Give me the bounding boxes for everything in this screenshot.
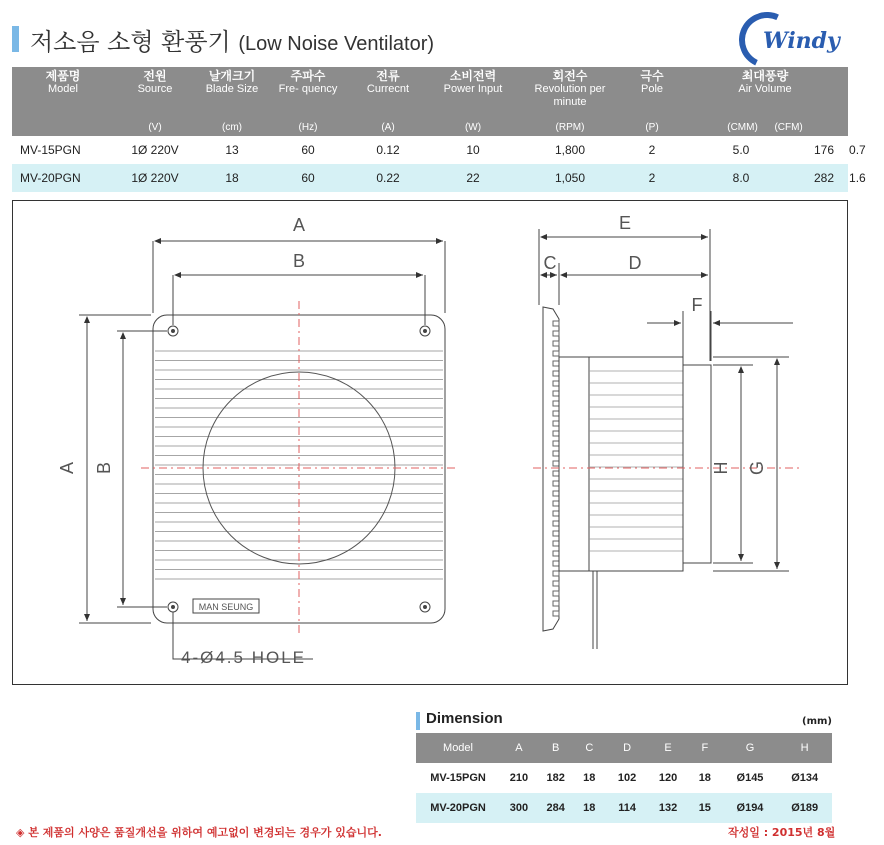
dim-label-g: G — [747, 460, 767, 476]
technical-drawing — [12, 200, 848, 685]
side-rib — [553, 351, 559, 356]
spec-header-cell — [196, 67, 268, 136]
spec-header-en: Revolution per minute — [534, 83, 606, 108]
side-rib — [553, 321, 559, 326]
spec-cell: 22 — [428, 164, 518, 192]
spec-header-cell — [348, 67, 428, 136]
spec-header-cell — [12, 67, 114, 136]
side-rib — [553, 421, 559, 426]
dimension-title: Dimension — [426, 710, 503, 727]
spec-cell: 60 — [268, 164, 348, 192]
side-rib — [553, 611, 559, 616]
spec-header-cell — [268, 67, 348, 136]
dimension-cell: 15 — [687, 793, 723, 823]
dimension-cell: 284 — [538, 793, 574, 823]
spec-header-en: Fre- quency — [278, 83, 338, 95]
dimension-cell: 18 — [574, 793, 606, 823]
hole-note: 4-Ø4.5 HOLE — [181, 648, 306, 667]
spec-cell: 1,800 — [554, 143, 586, 157]
spec-header-ko: 최대풍량 — [741, 69, 789, 83]
document-date: 작성일 : 2015년 8월 — [728, 826, 836, 839]
side-rib — [553, 601, 559, 606]
dimension-cell: Ø134 — [791, 772, 819, 784]
dimension-header-cell: F — [687, 733, 723, 763]
dimension-cell: 300 — [500, 793, 538, 823]
logo-text: Windy — [763, 28, 840, 54]
dim-label-a: A — [292, 215, 306, 235]
dimension-cell: Ø145 — [736, 772, 764, 784]
side-rib — [553, 411, 559, 416]
spec-header-unit: (V) — [148, 122, 162, 133]
spec-cell: 5.0 — [732, 143, 750, 157]
front-view — [79, 241, 459, 659]
spec-header-unit: (CMM) (CFM) — [727, 122, 803, 133]
dimension-accent-bar — [416, 712, 420, 730]
spec-cell: 0.12 — [376, 143, 400, 157]
spec-header-ko: 전류 — [376, 69, 400, 83]
spec-header-cell — [428, 67, 518, 136]
spec-header-cell — [622, 67, 682, 136]
title-korean: 저소음 소형 환풍기 — [30, 28, 231, 56]
dimension-cell: 18 — [583, 772, 596, 784]
side-rib — [553, 341, 559, 346]
spec-header-ko: 회전수 — [552, 69, 588, 83]
dimension-cell: 210 — [509, 772, 529, 784]
spec-header-en: Weight — [850, 96, 884, 108]
spec-header-unit: (cm) — [222, 122, 242, 133]
spec-cell: 10 — [466, 143, 480, 157]
dimension-cell: 102 — [617, 772, 637, 784]
side-view — [533, 229, 803, 649]
dimension-cell: 182 — [546, 772, 565, 784]
dim-label-c: C — [543, 253, 557, 273]
dim-label-f: F — [691, 295, 703, 315]
side-rib — [553, 511, 559, 516]
dimension-header-cell: C — [574, 733, 606, 763]
side-rib — [553, 521, 559, 526]
spec-header-cell — [518, 67, 622, 136]
spec-header-unit: (P) — [645, 122, 659, 133]
dimension-header-cell: G — [723, 733, 778, 763]
dimension-cell: 114 — [605, 793, 649, 823]
side-rib — [553, 531, 559, 536]
spec-header-ko: 전원 — [143, 69, 167, 83]
spec-header-ko: 주파수 — [290, 69, 326, 83]
brand-logo — [735, 8, 850, 60]
dimension-model-cell: MV-15PGN — [430, 772, 486, 784]
spec-header-en: Blade Size — [205, 83, 259, 95]
spec-header-en: Pole — [640, 83, 664, 95]
spec-header-ko: 제품명 — [45, 69, 81, 83]
spec-header-unit: (W) — [464, 122, 482, 133]
drawing-svg — [13, 201, 847, 684]
dimension-header-cell: A — [500, 733, 538, 763]
dimension-unit: (mm) — [802, 716, 832, 727]
title-english: (Low Noise Ventilator) — [238, 33, 435, 55]
spec-header-ko: 극수 — [640, 69, 664, 83]
side-rib — [553, 581, 559, 586]
dim-label-h: H — [711, 461, 731, 475]
dim-label-b-vertical: B — [94, 461, 114, 475]
dimension-header-cell: D — [605, 733, 649, 763]
spec-header-unit: (Hz) — [298, 122, 318, 133]
dimension-cell: 18 — [698, 772, 711, 784]
spec-header-cell — [682, 67, 848, 136]
spec-header-unit: (A) — [381, 122, 395, 133]
dim-label-d: D — [628, 253, 642, 273]
spec-cell: 282 — [800, 164, 848, 192]
spec-cell: 1Ø 220V — [131, 143, 179, 157]
dimension-cell: 132 — [649, 793, 687, 823]
spec-header-en: Air Volume — [738, 83, 792, 95]
side-rib — [553, 441, 559, 446]
dimension-table — [416, 733, 832, 823]
spec-header-ko: 소비전력 — [449, 69, 497, 83]
side-rib — [553, 551, 559, 556]
spec-cell: 13 — [225, 143, 239, 157]
spec-header-unit: (RPM) — [555, 122, 585, 133]
spec-header-en: Power Input — [443, 83, 503, 95]
side-rib — [553, 401, 559, 406]
spec-header-en: Source — [137, 83, 173, 95]
spec-model-cell: MV-15PGN — [20, 143, 81, 157]
spec-header-en: Currecnt — [366, 83, 410, 95]
dimension-header-cell: E — [649, 733, 687, 763]
dim-label-e: E — [618, 213, 632, 233]
spec-row: MV-15PGN 1Ø 220V 13 60 0.12 10 1,800 2 5.0 176 0.7 — [12, 136, 848, 164]
dimension-header-cell: H — [777, 733, 832, 763]
side-rib — [553, 361, 559, 366]
spec-header-ko: 날개크기 — [208, 69, 256, 83]
side-rib — [553, 471, 559, 476]
spec-cell: 8.0 — [682, 164, 800, 192]
side-rib — [553, 381, 559, 386]
spec-change-notice: ◈ 본 제품의 사양은 품질개선을 위하여 예고없이 변경되는 경우가 있습니다. — [16, 826, 382, 839]
spec-cell: 1,050 — [518, 164, 622, 192]
spec-header-en: Model — [48, 83, 78, 95]
side-rib — [553, 481, 559, 486]
spec-cell: 2 — [622, 164, 682, 192]
side-rib — [553, 331, 559, 336]
side-rib — [553, 391, 559, 396]
side-rib — [553, 491, 559, 496]
spec-cell: 176 — [813, 143, 835, 157]
side-rib — [553, 571, 559, 576]
spec-row: MV-20PGN 1Ø 220V 18 60 0.22 22 1,050 2 8.0 282 1.6 — [12, 164, 848, 192]
brand-plate: MAN SEUNG — [198, 602, 254, 612]
dimension-cell: Ø189 — [777, 793, 832, 823]
spec-cell: 0.22 — [348, 164, 428, 192]
side-rib — [553, 371, 559, 376]
side-rib — [553, 451, 559, 456]
dimension-header-cell: Model — [416, 733, 500, 763]
dimension-cell: 120 — [658, 772, 678, 784]
side-rib — [553, 591, 559, 596]
spec-model-cell: MV-20PGN — [12, 164, 114, 192]
page-title — [30, 22, 434, 57]
side-rib — [553, 461, 559, 466]
title-accent-bar — [12, 26, 19, 52]
side-rib — [553, 541, 559, 546]
dimension-row — [416, 763, 832, 793]
dimension-row — [416, 793, 832, 823]
spec-cell: 2 — [648, 143, 656, 157]
dimension-model-cell: MV-20PGN — [416, 793, 500, 823]
side-rib — [553, 561, 559, 566]
dim-label-b: B — [292, 251, 306, 271]
spec-cell: 1Ø 220V — [114, 164, 196, 192]
spec-table: 제품명 Model 전원 Source (V) 날개크기 Blade Size (cm) 주파수 Fre- quency (Hz) 전류 Currecnt (A) 소비전력 Power Input (W) 회전수 Revolution per minute (RPM) 극수 Pole (P) 최대풍량 Air Volume (CMM) (CFM) 중량 Weight (kg) MV-15PGN 1Ø 220V 13 60 0.12 10 1,800 2 5.0 176 0.7 MV-20PGN 1Ø 220V 18 60 0.22 22 1,050 2 8.0 282 1.6 — [12, 67, 848, 192]
spec-header-cell — [114, 67, 196, 136]
dim-label-a-vertical: A — [57, 461, 77, 475]
side-rib — [553, 501, 559, 506]
spec-cell: 18 — [196, 164, 268, 192]
side-rib — [553, 431, 559, 436]
dimension-cell: Ø194 — [723, 793, 778, 823]
spec-cell: 60 — [301, 143, 315, 157]
dimension-header-cell: B — [538, 733, 574, 763]
